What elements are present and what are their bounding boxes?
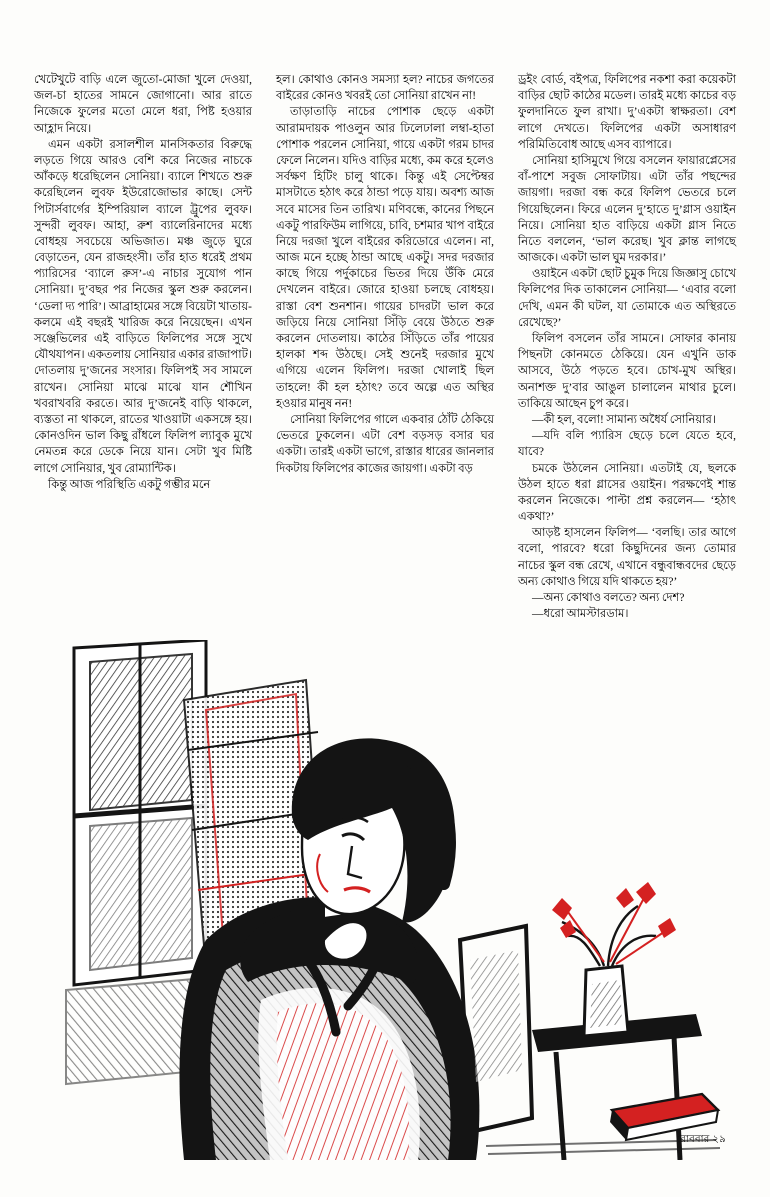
- text-column-2: [276, 72, 494, 477]
- paragraph: আড়ষ্ট হাসলেন ফিলিপ— ‘বলছি। তার আগে বলো, পারবে? ধরো কিছুদিনের জন্য তোমার নাচের স্কুল বন্ধ রেখে, এখানে বন্ধুবান্ধবদের ছেড়ে অন্য কোথাও গিয়ে যদি থাকতে হয়?’: [518, 527, 736, 588]
- paragraph: খেটেখুটে বাড়ি এলে জুতো-মোজা খুলে দেওয়া, জল-চা হাতের সামনে জোগানো। আর রাতে নিজেকে ফুলের মতো মেলে ধরা, পিষ্ট হওয়ার আহ্লাদ নিয়ে।: [34, 74, 252, 135]
- paragraph: চমকে উঠলেন সোনিয়া। এতটাই যে, ছলকে উঠল হাতে ধরা গ্লাসের ওয়াইন। পরক্ষণেই শান্ত করলেন নিজেকে। পাল্টা প্রশ্ন করলেন— ‘হঠাৎ একথা?’: [518, 462, 736, 524]
- article-columns: [34, 72, 736, 622]
- paragraph: ওয়াইনে একটা ছোট চুমুক দিয়ে জিজ্ঞাসু চোখে ফিলিপের দিক তাকালেন সোনিয়া— ‘এবার বলো দেখি, এমন কী ঘটল, যা তোমাকে এত অস্থিরতে রেখেছে?’: [518, 268, 736, 329]
- illustration: [56, 640, 726, 1160]
- dialogue-line: —কী হল, বলো! সামান্য অধৈর্য সোনিয়ার।: [532, 413, 716, 426]
- paragraph: সোনিয়া ফিলিপের গালে একবার ঠোঁট ঠেকিয়ে ভেতরে ঢুকলেন। এটা বেশ বড়সড় বসার ঘর একটা। তারই একটা ভাগে, রাস্তার ধারের জানলার দিকটায় ফিলিপের কাজের জায়গা। একটা বড়: [276, 413, 494, 475]
- page-footer: রোববার ২৯: [676, 1134, 726, 1145]
- paragraph: হল। কোথাও কোনও সমস্যা হল? নাচের জগতের বাইরের কোনও খবরই তো সোনিয়া রাখেন না!: [276, 74, 494, 103]
- paragraph: এমন একটা রসালশীল মানসিকতার বিরুদ্ধে লড়তে গিয়ে আরও বেশি করে নিজের নাচকে আঁকড়ে ধরেছিলেন সোনিয়া। ব্যালে শিখতে শুরু করেছিলেন লুবফ ইউরোজোভার কাছে। সেন্ট পিটার্সবার্গের ইম্পিরিয়াল ব্যালে ট্রুপের লুবফ। সুন্দরী লুবফ। আহা, রুশ ব্যালেরিনাদের মধ্যে বোধহয় সবচেয়ে অভিজাত। মঞ্চ জুড়ে ঘুরে বেড়াতেন, যেন রাজহংসী। তাঁর হাত ধরেই প্রথম প্যারিসের ‘ব্যালে রুস’-এ নাচার সুযোগ পান সোনিয়া। দু’বছর পর নিজের স্কুল শুরু করলেন। ‘ডেলা দ্য পারি’। আব্রাহামের সঙ্গে বিয়েটা খাতায়-কলমে এই বছরই খারিজ করে নিয়েছেন। এখন সঞ্জেভিলের এই বাড়িতে ফিলিপের সঙ্গে সুখে যৌথযাপন। একতলায় সোনিয়ার একার রাজাপাট। দোতলায় দু’জনের সংসার। ফিলিপই সব সামলে রাখেন। সোনিয়া মাঝে মাঝে যান শৌখিন খবরাখবরি করতে। আর দু’জনেই বাড়ি থাকলে, ব্যস্ততা না থাকলে, রাতের খাওয়াটা একসঙ্গে হয়। কোনওদিন ভাল কিছু রাঁধলে ফিলিপ ল্যাবুক মুখে নেমতন্ন করে ডেকে নিয়ে যান। সেটা খুব মিষ্টি লাগে সোনিয়ার, খুব রোম্যান্টিক।: [34, 138, 252, 475]
- paragraph: ড্রইং বোর্ড, বইপত্র, ফিলিপের নকশা করা কয়েকটা বাড়ির ছোট কাঠের মডেল। তারই মধ্যে কাচের বড় ফুলদানিতে ফুল রাখা। দু’একটা স্বাক্ষরতা। বেশ লাগে দেখতে। ফিলিপের একটা অসাধারণ পরিমিতিবোধ আছে এসব ব্যাপারে।: [518, 74, 736, 151]
- illustration-artwork: [56, 640, 726, 1160]
- paragraph: সোনিয়া হাসিমুখে গিয়ে বসলেন ফায়ারপ্লেসের বাঁ-পাশে সবুজ সোফাটায়। এটা তাঁর পছন্দের জায়গা। দরজা বন্ধ করে ফিলিপ ভেতরে চলে গিয়েছিলেন। ফিরে এলেন দু’হাতে দু’গ্লাস ওয়াইন নিয়ে। সোনিয়া হাত বাড়িয়ে একটা গ্লাস নিতে নিতে বললেন, ‘ভাল করেছ। খুব ক্লান্ত লাগছে আজকে। একটা ভাল ঘুম দরকার।’: [518, 154, 736, 265]
- text-column-1: [34, 72, 252, 493]
- dialogue-line: —যদি বলি প্যারিস ছেড়ে চলে যেতে হবে, যাবে?: [518, 430, 736, 459]
- paragraph: তাড়াতাড়ি নাচের পোশাক ছেড়ে একটা আরামদায়ক পাওলুন আর ঢিলেঢালা লম্বা-হাতা পোশাক পরলেন সোনিয়া, গায়ে একটা গরম চাদর ফেলে নিলেন। যদিও বাড়ির মধ্যে, কম করে হলেও সর্বক্ষণ হিটিং চালু থাকে। কিন্তু এই সেপ্টেম্বর মাসটাতে হঠাৎ করে ঠান্ডা পড়ে যায়। অবশ্য আজ সবে মাসের তিন তারিখ। মণিবন্ধে, কানের পিছনে একটু পারফিউম লাগিয়ে, চাবি, চশমার খাপ বাইরে নিয়ে দরজা খুলে বাইরের করিডোরে এলেন। না, আজ মনে হচ্ছে ঠান্ডা আছে একটু। সদর দরজার কাছে গিয়ে পর্দুকাচের ভিতর দিয়ে উঁকি মেরে দেখলেন বাইরে। জোরে হাওয়া চলছে বোধহয়। রাস্তা বেশ শুনশান। গায়ের চাদরটা ভাল করে জড়িয়ে নিয়ে সোনিয়া সিঁড়ি বেয়ে উঠতে শুরু করলেন দোতলায়। কাঠের সিঁড়িতে তাঁর পায়ের হালকা শব্দ উঠছে। সেই শুনেই দরজার মুখে এগিয়ে এলেন ফিলিপ। দরজা খোলাই ছিল তাহলে! কী হল হঠাৎ? তবে অল্পে এত অস্থির হওয়ার মানুষ নন!: [276, 106, 494, 410]
- window-frame: [74, 640, 206, 985]
- paragraph: কিন্তু আজ পরিস্থিতি একটু গম্ভীর মনে: [48, 478, 211, 491]
- paragraph: ফিলিপ বসলেন তাঁর সামনে। সোফার কানায় পিছনটা কোনমতে ঠেকিয়ে। যেন এখুনি ডাক আসবে, উঠে পড়তে হবে। চোখ-মুখ অস্থির। অনাশক্ত দু’বার আঙুল চালালেন মাথার চুলে। তাকিয়ে আছেন চুপ করে।: [518, 333, 736, 410]
- dialogue-line: —ধরো আমস্টারডাম।: [532, 608, 629, 621]
- dialogue-line: —অন্য কোথাও বলতে? অন্য দেশ?: [532, 592, 685, 604]
- text-column-3: [518, 72, 736, 622]
